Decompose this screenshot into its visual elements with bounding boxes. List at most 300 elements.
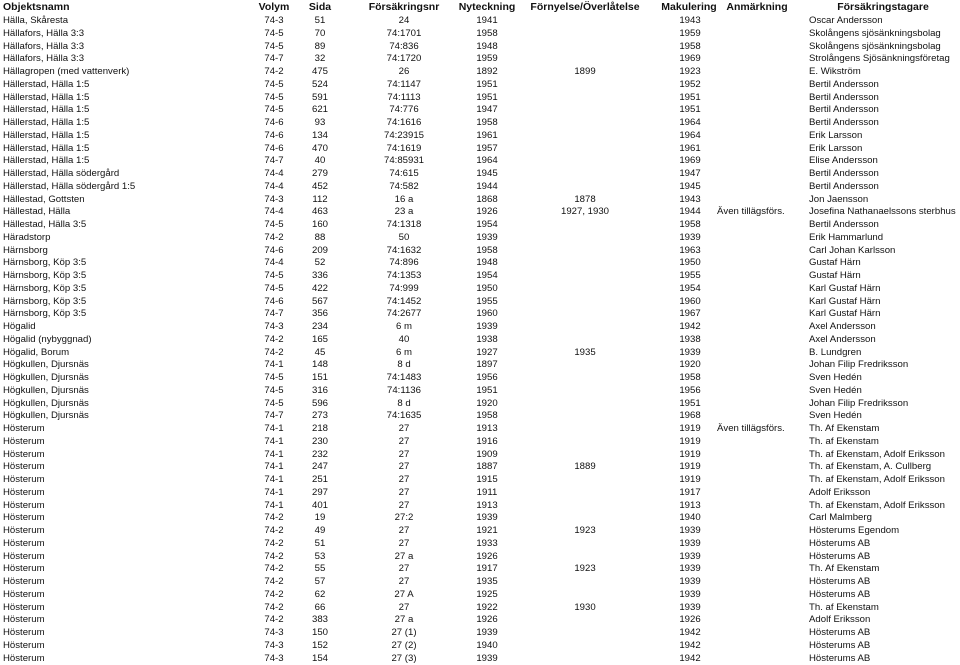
forsakringsnr-cell[interactable]: 27 A: [354, 589, 454, 602]
sida-cell[interactable]: 154: [303, 653, 337, 665]
forsakringsnr-cell[interactable]: 74:1616: [354, 117, 454, 130]
volym-cell[interactable]: 74-4: [254, 257, 294, 270]
volym-cell[interactable]: 74-3: [254, 194, 294, 207]
nyteckning-cell[interactable]: 1911: [457, 487, 517, 500]
objektsnamn-cell[interactable]: Hällestad, Hälla 3:5: [3, 219, 86, 232]
sida-cell[interactable]: 112: [303, 194, 337, 207]
nyteckning-cell[interactable]: 1964: [457, 155, 517, 168]
objektsnamn-cell[interactable]: Hällafors, Hälla 3:3: [3, 28, 84, 41]
objektsnamn-cell[interactable]: Hällerstad, Hälla 1:5: [3, 104, 89, 117]
forsakringstagare-cell[interactable]: Sven Hedén: [809, 410, 862, 423]
volym-cell[interactable]: 74-5: [254, 92, 294, 105]
objektsnamn-cell[interactable]: Hösterum: [3, 461, 45, 474]
forsakringsnr-cell[interactable]: 27: [354, 538, 454, 551]
makulering-cell[interactable]: 1938: [650, 334, 730, 347]
makulering-cell[interactable]: 1939: [650, 538, 730, 551]
sida-cell[interactable]: 93: [303, 117, 337, 130]
makulering-cell[interactable]: 1942: [650, 640, 730, 653]
forsakringsnr-cell[interactable]: 74:1483: [354, 372, 454, 385]
volym-cell[interactable]: 74-5: [254, 398, 294, 411]
forsakringstagare-cell[interactable]: Th. af Ekenstam, A. Cullberg: [809, 461, 931, 474]
nyteckning-cell[interactable]: 1939: [457, 653, 517, 665]
makulering-cell[interactable]: 1939: [650, 347, 730, 360]
forsakringstagare-cell[interactable]: Hösterums AB: [809, 627, 870, 640]
volym-cell[interactable]: 74-1: [254, 449, 294, 462]
objektsnamn-cell[interactable]: Hällerstad, Hälla 1:5: [3, 117, 89, 130]
makulering-cell[interactable]: 1917: [650, 487, 730, 500]
nyteckning-cell[interactable]: 1945: [457, 168, 517, 181]
objektsnamn-cell[interactable]: Högkullen, Djursnäs: [3, 359, 89, 372]
forsakringsnr-cell[interactable]: 6 m: [354, 347, 454, 360]
forsakringsnr-cell[interactable]: 27: [354, 461, 454, 474]
nyteckning-cell[interactable]: 1921: [457, 525, 517, 538]
forsakringsnr-cell[interactable]: 74:1353: [354, 270, 454, 283]
nyteckning-cell[interactable]: 1917: [457, 563, 517, 576]
header-forsakringsnr[interactable]: Försäkringsnr: [349, 1, 459, 13]
nyteckning-cell[interactable]: 1868: [457, 194, 517, 207]
makulering-cell[interactable]: 1919: [650, 423, 730, 436]
objektsnamn-cell[interactable]: Hösterum: [3, 512, 45, 525]
anmarkning-cell[interactable]: Även tillägsförs.: [717, 206, 785, 219]
objektsnamn-cell[interactable]: Hösterum: [3, 653, 45, 665]
sida-cell[interactable]: 356: [303, 308, 337, 321]
sida-cell[interactable]: 336: [303, 270, 337, 283]
fornyelse-cell[interactable]: 1899: [535, 66, 635, 79]
nyteckning-cell[interactable]: 1925: [457, 589, 517, 602]
forsakringstagare-cell[interactable]: Johan Filip Fredriksson: [809, 359, 908, 372]
forsakringsnr-cell[interactable]: 27: [354, 525, 454, 538]
makulering-cell[interactable]: 1939: [650, 232, 730, 245]
objektsnamn-cell[interactable]: Hällerstad, Hälla 1:5: [3, 79, 89, 92]
forsakringstagare-cell[interactable]: Adolf Eriksson: [809, 487, 870, 500]
header-anmarkning[interactable]: Anmärkning: [712, 1, 802, 13]
objektsnamn-cell[interactable]: Hösterum: [3, 525, 45, 538]
objektsnamn-cell[interactable]: Hösterum: [3, 487, 45, 500]
makulering-cell[interactable]: 1919: [650, 461, 730, 474]
fornyelse-cell[interactable]: 1930: [535, 602, 635, 615]
forsakringstagare-cell[interactable]: Bertil Andersson: [809, 168, 879, 181]
volym-cell[interactable]: 74-3: [254, 15, 294, 28]
makulering-cell[interactable]: 1968: [650, 410, 730, 423]
makulering-cell[interactable]: 1964: [650, 130, 730, 143]
makulering-cell[interactable]: 1939: [650, 576, 730, 589]
objektsnamn-cell[interactable]: Hösterum: [3, 551, 45, 564]
forsakringsnr-cell[interactable]: 27: [354, 423, 454, 436]
forsakringstagare-cell[interactable]: Gustaf Härn: [809, 270, 861, 283]
forsakringsnr-cell[interactable]: 27: [354, 474, 454, 487]
nyteckning-cell[interactable]: 1939: [457, 232, 517, 245]
objektsnamn-cell[interactable]: Hällerstad, Hälla södergård 1:5: [3, 181, 135, 194]
forsakringsnr-cell[interactable]: 74:1619: [354, 143, 454, 156]
nyteckning-cell[interactable]: 1938: [457, 334, 517, 347]
nyteckning-cell[interactable]: 1950: [457, 283, 517, 296]
volym-cell[interactable]: 74-7: [254, 410, 294, 423]
forsakringsnr-cell[interactable]: 27: [354, 576, 454, 589]
forsakringsnr-cell[interactable]: 74:1136: [354, 385, 454, 398]
volym-cell[interactable]: 74-3: [254, 640, 294, 653]
volym-cell[interactable]: 74-7: [254, 53, 294, 66]
nyteckning-cell[interactable]: 1922: [457, 602, 517, 615]
forsakringstagare-cell[interactable]: Hösterums Egendom: [809, 525, 899, 538]
objektsnamn-cell[interactable]: Högalid (nybyggnad): [3, 334, 92, 347]
forsakringsnr-cell[interactable]: 26: [354, 66, 454, 79]
forsakringsnr-cell[interactable]: 27 (1): [354, 627, 454, 640]
makulering-cell[interactable]: 1967: [650, 308, 730, 321]
forsakringsnr-cell[interactable]: 74:896: [354, 257, 454, 270]
sida-cell[interactable]: 401: [303, 500, 337, 513]
forsakringsnr-cell[interactable]: 27 a: [354, 551, 454, 564]
nyteckning-cell[interactable]: 1939: [457, 321, 517, 334]
forsakringsnr-cell[interactable]: 6 m: [354, 321, 454, 334]
nyteckning-cell[interactable]: 1926: [457, 551, 517, 564]
forsakringstagare-cell[interactable]: Carl Johan Karlsson: [809, 245, 895, 258]
forsakringstagare-cell[interactable]: E. Wikström: [809, 66, 861, 79]
nyteckning-cell[interactable]: 1958: [457, 245, 517, 258]
objektsnamn-cell[interactable]: Högkullen, Djursnäs: [3, 385, 89, 398]
forsakringsnr-cell[interactable]: 74:23915: [354, 130, 454, 143]
forsakringstagare-cell[interactable]: Axel Andersson: [809, 334, 876, 347]
sida-cell[interactable]: 51: [303, 538, 337, 551]
fornyelse-cell[interactable]: 1927, 1930: [535, 206, 635, 219]
nyteckning-cell[interactable]: 1954: [457, 270, 517, 283]
volym-cell[interactable]: 74-6: [254, 245, 294, 258]
nyteckning-cell[interactable]: 1959: [457, 53, 517, 66]
objektsnamn-cell[interactable]: Hösterum: [3, 614, 45, 627]
forsakringstagare-cell[interactable]: Karl Gustaf Härn: [809, 296, 880, 309]
objektsnamn-cell[interactable]: Härnsborg, Köp 3:5: [3, 283, 86, 296]
forsakringstagare-cell[interactable]: Strolångens Sjösänkningsföretag: [809, 53, 950, 66]
objektsnamn-cell[interactable]: Häradstorp: [3, 232, 50, 245]
volym-cell[interactable]: 74-6: [254, 117, 294, 130]
makulering-cell[interactable]: 1944: [650, 206, 730, 219]
forsakringstagare-cell[interactable]: Sven Hedén: [809, 372, 862, 385]
objektsnamn-cell[interactable]: Hösterum: [3, 474, 45, 487]
forsakringsnr-cell[interactable]: 8 d: [354, 359, 454, 372]
forsakringstagare-cell[interactable]: Th. af Ekenstam: [809, 436, 879, 449]
objektsnamn-cell[interactable]: Hösterum: [3, 589, 45, 602]
forsakringstagare-cell[interactable]: Bertil Andersson: [809, 79, 879, 92]
makulering-cell[interactable]: 1939: [650, 563, 730, 576]
nyteckning-cell[interactable]: 1913: [457, 423, 517, 436]
forsakringstagare-cell[interactable]: Th. Af Ekenstam: [809, 423, 879, 436]
makulering-cell[interactable]: 1913: [650, 500, 730, 513]
forsakringstagare-cell[interactable]: Hösterums AB: [809, 551, 870, 564]
sida-cell[interactable]: 134: [303, 130, 337, 143]
makulering-cell[interactable]: 1939: [650, 602, 730, 615]
sida-cell[interactable]: 45: [303, 347, 337, 360]
sida-cell[interactable]: 279: [303, 168, 337, 181]
forsakringstagare-cell[interactable]: Gustaf Härn: [809, 257, 861, 270]
forsakringstagare-cell[interactable]: Hösterums AB: [809, 653, 870, 665]
forsakringstagare-cell[interactable]: Elise Andersson: [809, 155, 878, 168]
makulering-cell[interactable]: 1956: [650, 385, 730, 398]
header-objektsnamn[interactable]: Objektsnamn: [3, 1, 70, 13]
nyteckning-cell[interactable]: 1892: [457, 66, 517, 79]
sida-cell[interactable]: 316: [303, 385, 337, 398]
objektsnamn-cell[interactable]: Härnsborg, Köp 3:5: [3, 270, 86, 283]
objektsnamn-cell[interactable]: Hällafors, Hälla 3:3: [3, 41, 84, 54]
forsakringsnr-cell[interactable]: 40: [354, 334, 454, 347]
forsakringsnr-cell[interactable]: 74:1318: [354, 219, 454, 232]
forsakringsnr-cell[interactable]: 23 a: [354, 206, 454, 219]
forsakringsnr-cell[interactable]: 27: [354, 449, 454, 462]
makulering-cell[interactable]: 1951: [650, 92, 730, 105]
nyteckning-cell[interactable]: 1958: [457, 410, 517, 423]
forsakringstagare-cell[interactable]: Bertil Andersson: [809, 92, 879, 105]
makulering-cell[interactable]: 1942: [650, 653, 730, 665]
forsakringsnr-cell[interactable]: 27 (2): [354, 640, 454, 653]
forsakringsnr-cell[interactable]: 74:1701: [354, 28, 454, 41]
objektsnamn-cell[interactable]: Hälla, Skåresta: [3, 15, 68, 28]
volym-cell[interactable]: 74-4: [254, 206, 294, 219]
forsakringsnr-cell[interactable]: 27:2: [354, 512, 454, 525]
makulering-cell[interactable]: 1939: [650, 589, 730, 602]
makulering-cell[interactable]: 1959: [650, 28, 730, 41]
nyteckning-cell[interactable]: 1954: [457, 219, 517, 232]
makulering-cell[interactable]: 1958: [650, 41, 730, 54]
nyteckning-cell[interactable]: 1951: [457, 385, 517, 398]
nyteckning-cell[interactable]: 1951: [457, 92, 517, 105]
objektsnamn-cell[interactable]: Hällerstad, Hälla södergård: [3, 168, 119, 181]
sida-cell[interactable]: 62: [303, 589, 337, 602]
nyteckning-cell[interactable]: 1933: [457, 538, 517, 551]
volym-cell[interactable]: 74-3: [254, 627, 294, 640]
nyteckning-cell[interactable]: 1939: [457, 512, 517, 525]
objektsnamn-cell[interactable]: Hösterum: [3, 563, 45, 576]
nyteckning-cell[interactable]: 1909: [457, 449, 517, 462]
volym-cell[interactable]: 74-2: [254, 576, 294, 589]
makulering-cell[interactable]: 1954: [650, 283, 730, 296]
forsakringstagare-cell[interactable]: Hösterums AB: [809, 576, 870, 589]
sida-cell[interactable]: 470: [303, 143, 337, 156]
sida-cell[interactable]: 165: [303, 334, 337, 347]
volym-cell[interactable]: 74-2: [254, 232, 294, 245]
forsakringstagare-cell[interactable]: Th. af Ekenstam, Adolf Eriksson: [809, 500, 945, 513]
objektsnamn-cell[interactable]: Härnsborg: [3, 245, 48, 258]
sida-cell[interactable]: 70: [303, 28, 337, 41]
volym-cell[interactable]: 74-2: [254, 538, 294, 551]
forsakringsnr-cell[interactable]: 74:836: [354, 41, 454, 54]
nyteckning-cell[interactable]: 1916: [457, 436, 517, 449]
sida-cell[interactable]: 251: [303, 474, 337, 487]
objektsnamn-cell[interactable]: Högkullen, Djursnäs: [3, 372, 89, 385]
nyteckning-cell[interactable]: 1958: [457, 117, 517, 130]
nyteckning-cell[interactable]: 1955: [457, 296, 517, 309]
nyteckning-cell[interactable]: 1948: [457, 257, 517, 270]
volym-cell[interactable]: 74-5: [254, 79, 294, 92]
makulering-cell[interactable]: 1923: [650, 66, 730, 79]
objektsnamn-cell[interactable]: Hösterum: [3, 602, 45, 615]
forsakringstagare-cell[interactable]: Bertil Andersson: [809, 117, 879, 130]
objektsnamn-cell[interactable]: Hösterum: [3, 627, 45, 640]
forsakringsnr-cell[interactable]: 16 a: [354, 194, 454, 207]
volym-cell[interactable]: 74-5: [254, 385, 294, 398]
forsakringsnr-cell[interactable]: 8 d: [354, 398, 454, 411]
objektsnamn-cell[interactable]: Hösterum: [3, 423, 45, 436]
volym-cell[interactable]: 74-2: [254, 589, 294, 602]
sida-cell[interactable]: 596: [303, 398, 337, 411]
forsakringstagare-cell[interactable]: Johan Filip Fredriksson: [809, 398, 908, 411]
makulering-cell[interactable]: 1958: [650, 219, 730, 232]
sida-cell[interactable]: 89: [303, 41, 337, 54]
sida-cell[interactable]: 591: [303, 92, 337, 105]
objektsnamn-cell[interactable]: Högalid, Borum: [3, 347, 69, 360]
sida-cell[interactable]: 88: [303, 232, 337, 245]
forsakringstagare-cell[interactable]: Axel Andersson: [809, 321, 876, 334]
sida-cell[interactable]: 218: [303, 423, 337, 436]
forsakringstagare-cell[interactable]: Th. af Ekenstam: [809, 602, 879, 615]
makulering-cell[interactable]: 1942: [650, 627, 730, 640]
volym-cell[interactable]: 74-5: [254, 28, 294, 41]
volym-cell[interactable]: 74-2: [254, 563, 294, 576]
forsakringstagare-cell[interactable]: Th. af Ekenstam, Adolf Eriksson: [809, 474, 945, 487]
volym-cell[interactable]: 74-5: [254, 270, 294, 283]
forsakringstagare-cell[interactable]: B. Lundgren: [809, 347, 861, 360]
nyteckning-cell[interactable]: 1915: [457, 474, 517, 487]
forsakringsnr-cell[interactable]: 74:1635: [354, 410, 454, 423]
volym-cell[interactable]: 74-1: [254, 436, 294, 449]
nyteckning-cell[interactable]: 1951: [457, 79, 517, 92]
sida-cell[interactable]: 422: [303, 283, 337, 296]
sida-cell[interactable]: 452: [303, 181, 337, 194]
volym-cell[interactable]: 74-2: [254, 602, 294, 615]
fornyelse-cell[interactable]: 1889: [535, 461, 635, 474]
forsakringstagare-cell[interactable]: Erik Larsson: [809, 143, 862, 156]
sida-cell[interactable]: 49: [303, 525, 337, 538]
volym-cell[interactable]: 74-7: [254, 308, 294, 321]
sida-cell[interactable]: 475: [303, 66, 337, 79]
nyteckning-cell[interactable]: 1926: [457, 614, 517, 627]
sida-cell[interactable]: 148: [303, 359, 337, 372]
nyteckning-cell[interactable]: 1926: [457, 206, 517, 219]
objektsnamn-cell[interactable]: Härnsborg, Köp 3:5: [3, 257, 86, 270]
volym-cell[interactable]: 74-4: [254, 181, 294, 194]
makulering-cell[interactable]: 1943: [650, 194, 730, 207]
makulering-cell[interactable]: 1963: [650, 245, 730, 258]
forsakringstagare-cell[interactable]: Hösterums AB: [809, 589, 870, 602]
volym-cell[interactable]: 74-3: [254, 653, 294, 665]
header-forsakringstagare[interactable]: Försäkringstagare: [809, 1, 957, 13]
forsakringsnr-cell[interactable]: 74:1632: [354, 245, 454, 258]
objektsnamn-cell[interactable]: Härnsborg, Köp 3:5: [3, 308, 86, 321]
volym-cell[interactable]: 74-1: [254, 359, 294, 372]
forsakringstagare-cell[interactable]: Carl Malmberg: [809, 512, 872, 525]
forsakringsnr-cell[interactable]: 27: [354, 602, 454, 615]
volym-cell[interactable]: 74-5: [254, 219, 294, 232]
nyteckning-cell[interactable]: 1947: [457, 104, 517, 117]
sida-cell[interactable]: 51: [303, 15, 337, 28]
nyteckning-cell[interactable]: 1948: [457, 41, 517, 54]
sida-cell[interactable]: 383: [303, 614, 337, 627]
volym-cell[interactable]: 74-2: [254, 347, 294, 360]
header-nyteckning[interactable]: Nyteckning: [446, 1, 528, 13]
nyteckning-cell[interactable]: 1935: [457, 576, 517, 589]
makulering-cell[interactable]: 1942: [650, 321, 730, 334]
makulering-cell[interactable]: 1951: [650, 398, 730, 411]
forsakringsnr-cell[interactable]: 27: [354, 563, 454, 576]
sida-cell[interactable]: 234: [303, 321, 337, 334]
forsakringstagare-cell[interactable]: Adolf Eriksson: [809, 614, 870, 627]
sida-cell[interactable]: 567: [303, 296, 337, 309]
forsakringstagare-cell[interactable]: Bertil Andersson: [809, 181, 879, 194]
forsakringsnr-cell[interactable]: 74:1147: [354, 79, 454, 92]
nyteckning-cell[interactable]: 1958: [457, 28, 517, 41]
nyteckning-cell[interactable]: 1960: [457, 308, 517, 321]
makulering-cell[interactable]: 1951: [650, 104, 730, 117]
objektsnamn-cell[interactable]: Hällerstad, Hälla 1:5: [3, 143, 89, 156]
objektsnamn-cell[interactable]: Hällestad, Hälla: [3, 206, 70, 219]
nyteckning-cell[interactable]: 1897: [457, 359, 517, 372]
objektsnamn-cell[interactable]: Hällestad, Gottsten: [3, 194, 85, 207]
sida-cell[interactable]: 230: [303, 436, 337, 449]
sida-cell[interactable]: 160: [303, 219, 337, 232]
makulering-cell[interactable]: 1961: [650, 143, 730, 156]
forsakringstagare-cell[interactable]: Th. af Ekenstam, Adolf Eriksson: [809, 449, 945, 462]
sida-cell[interactable]: 232: [303, 449, 337, 462]
nyteckning-cell[interactable]: 1941: [457, 15, 517, 28]
objektsnamn-cell[interactable]: Hösterum: [3, 449, 45, 462]
forsakringstagare-cell[interactable]: Th. Af Ekenstam: [809, 563, 879, 576]
volym-cell[interactable]: 74-5: [254, 372, 294, 385]
header-sida[interactable]: Sida: [300, 1, 340, 13]
sida-cell[interactable]: 621: [303, 104, 337, 117]
forsakringstagare-cell[interactable]: Hösterums AB: [809, 640, 870, 653]
forsakringsnr-cell[interactable]: 74:615: [354, 168, 454, 181]
volym-cell[interactable]: 74-1: [254, 487, 294, 500]
volym-cell[interactable]: 74-5: [254, 104, 294, 117]
fornyelse-cell[interactable]: 1923: [535, 563, 635, 576]
objektsnamn-cell[interactable]: Hällerstad, Hälla 1:5: [3, 130, 89, 143]
sida-cell[interactable]: 463: [303, 206, 337, 219]
fornyelse-cell[interactable]: 1878: [535, 194, 635, 207]
volym-cell[interactable]: 74-1: [254, 423, 294, 436]
volym-cell[interactable]: 74-2: [254, 614, 294, 627]
fornyelse-cell[interactable]: 1923: [535, 525, 635, 538]
forsakringsnr-cell[interactable]: 74:1720: [354, 53, 454, 66]
forsakringsnr-cell[interactable]: 74:85931: [354, 155, 454, 168]
nyteckning-cell[interactable]: 1944: [457, 181, 517, 194]
volym-cell[interactable]: 74-1: [254, 474, 294, 487]
forsakringstagare-cell[interactable]: Karl Gustaf Härn: [809, 308, 880, 321]
makulering-cell[interactable]: 1947: [650, 168, 730, 181]
sida-cell[interactable]: 150: [303, 627, 337, 640]
forsakringstagare-cell[interactable]: Karl Gustaf Härn: [809, 283, 880, 296]
volym-cell[interactable]: 74-4: [254, 168, 294, 181]
objektsnamn-cell[interactable]: Hällerstad, Hälla 1:5: [3, 155, 89, 168]
makulering-cell[interactable]: 1919: [650, 449, 730, 462]
makulering-cell[interactable]: 1960: [650, 296, 730, 309]
nyteckning-cell[interactable]: 1940: [457, 640, 517, 653]
makulering-cell[interactable]: 1950: [650, 257, 730, 270]
nyteckning-cell[interactable]: 1957: [457, 143, 517, 156]
makulering-cell[interactable]: 1920: [650, 359, 730, 372]
makulering-cell[interactable]: 1919: [650, 474, 730, 487]
sida-cell[interactable]: 55: [303, 563, 337, 576]
forsakringstagare-cell[interactable]: Sven Hedén: [809, 385, 862, 398]
forsakringsnr-cell[interactable]: 27: [354, 500, 454, 513]
nyteckning-cell[interactable]: 1887: [457, 461, 517, 474]
makulering-cell[interactable]: 1926: [650, 614, 730, 627]
volym-cell[interactable]: 74-2: [254, 525, 294, 538]
nyteckning-cell[interactable]: 1920: [457, 398, 517, 411]
makulering-cell[interactable]: 1919: [650, 436, 730, 449]
nyteckning-cell[interactable]: 1961: [457, 130, 517, 143]
forsakringstagare-cell[interactable]: Hösterums AB: [809, 538, 870, 551]
objektsnamn-cell[interactable]: Högkullen, Djursnäs: [3, 410, 89, 423]
sida-cell[interactable]: 151: [303, 372, 337, 385]
objektsnamn-cell[interactable]: Hösterum: [3, 576, 45, 589]
fornyelse-cell[interactable]: 1935: [535, 347, 635, 360]
